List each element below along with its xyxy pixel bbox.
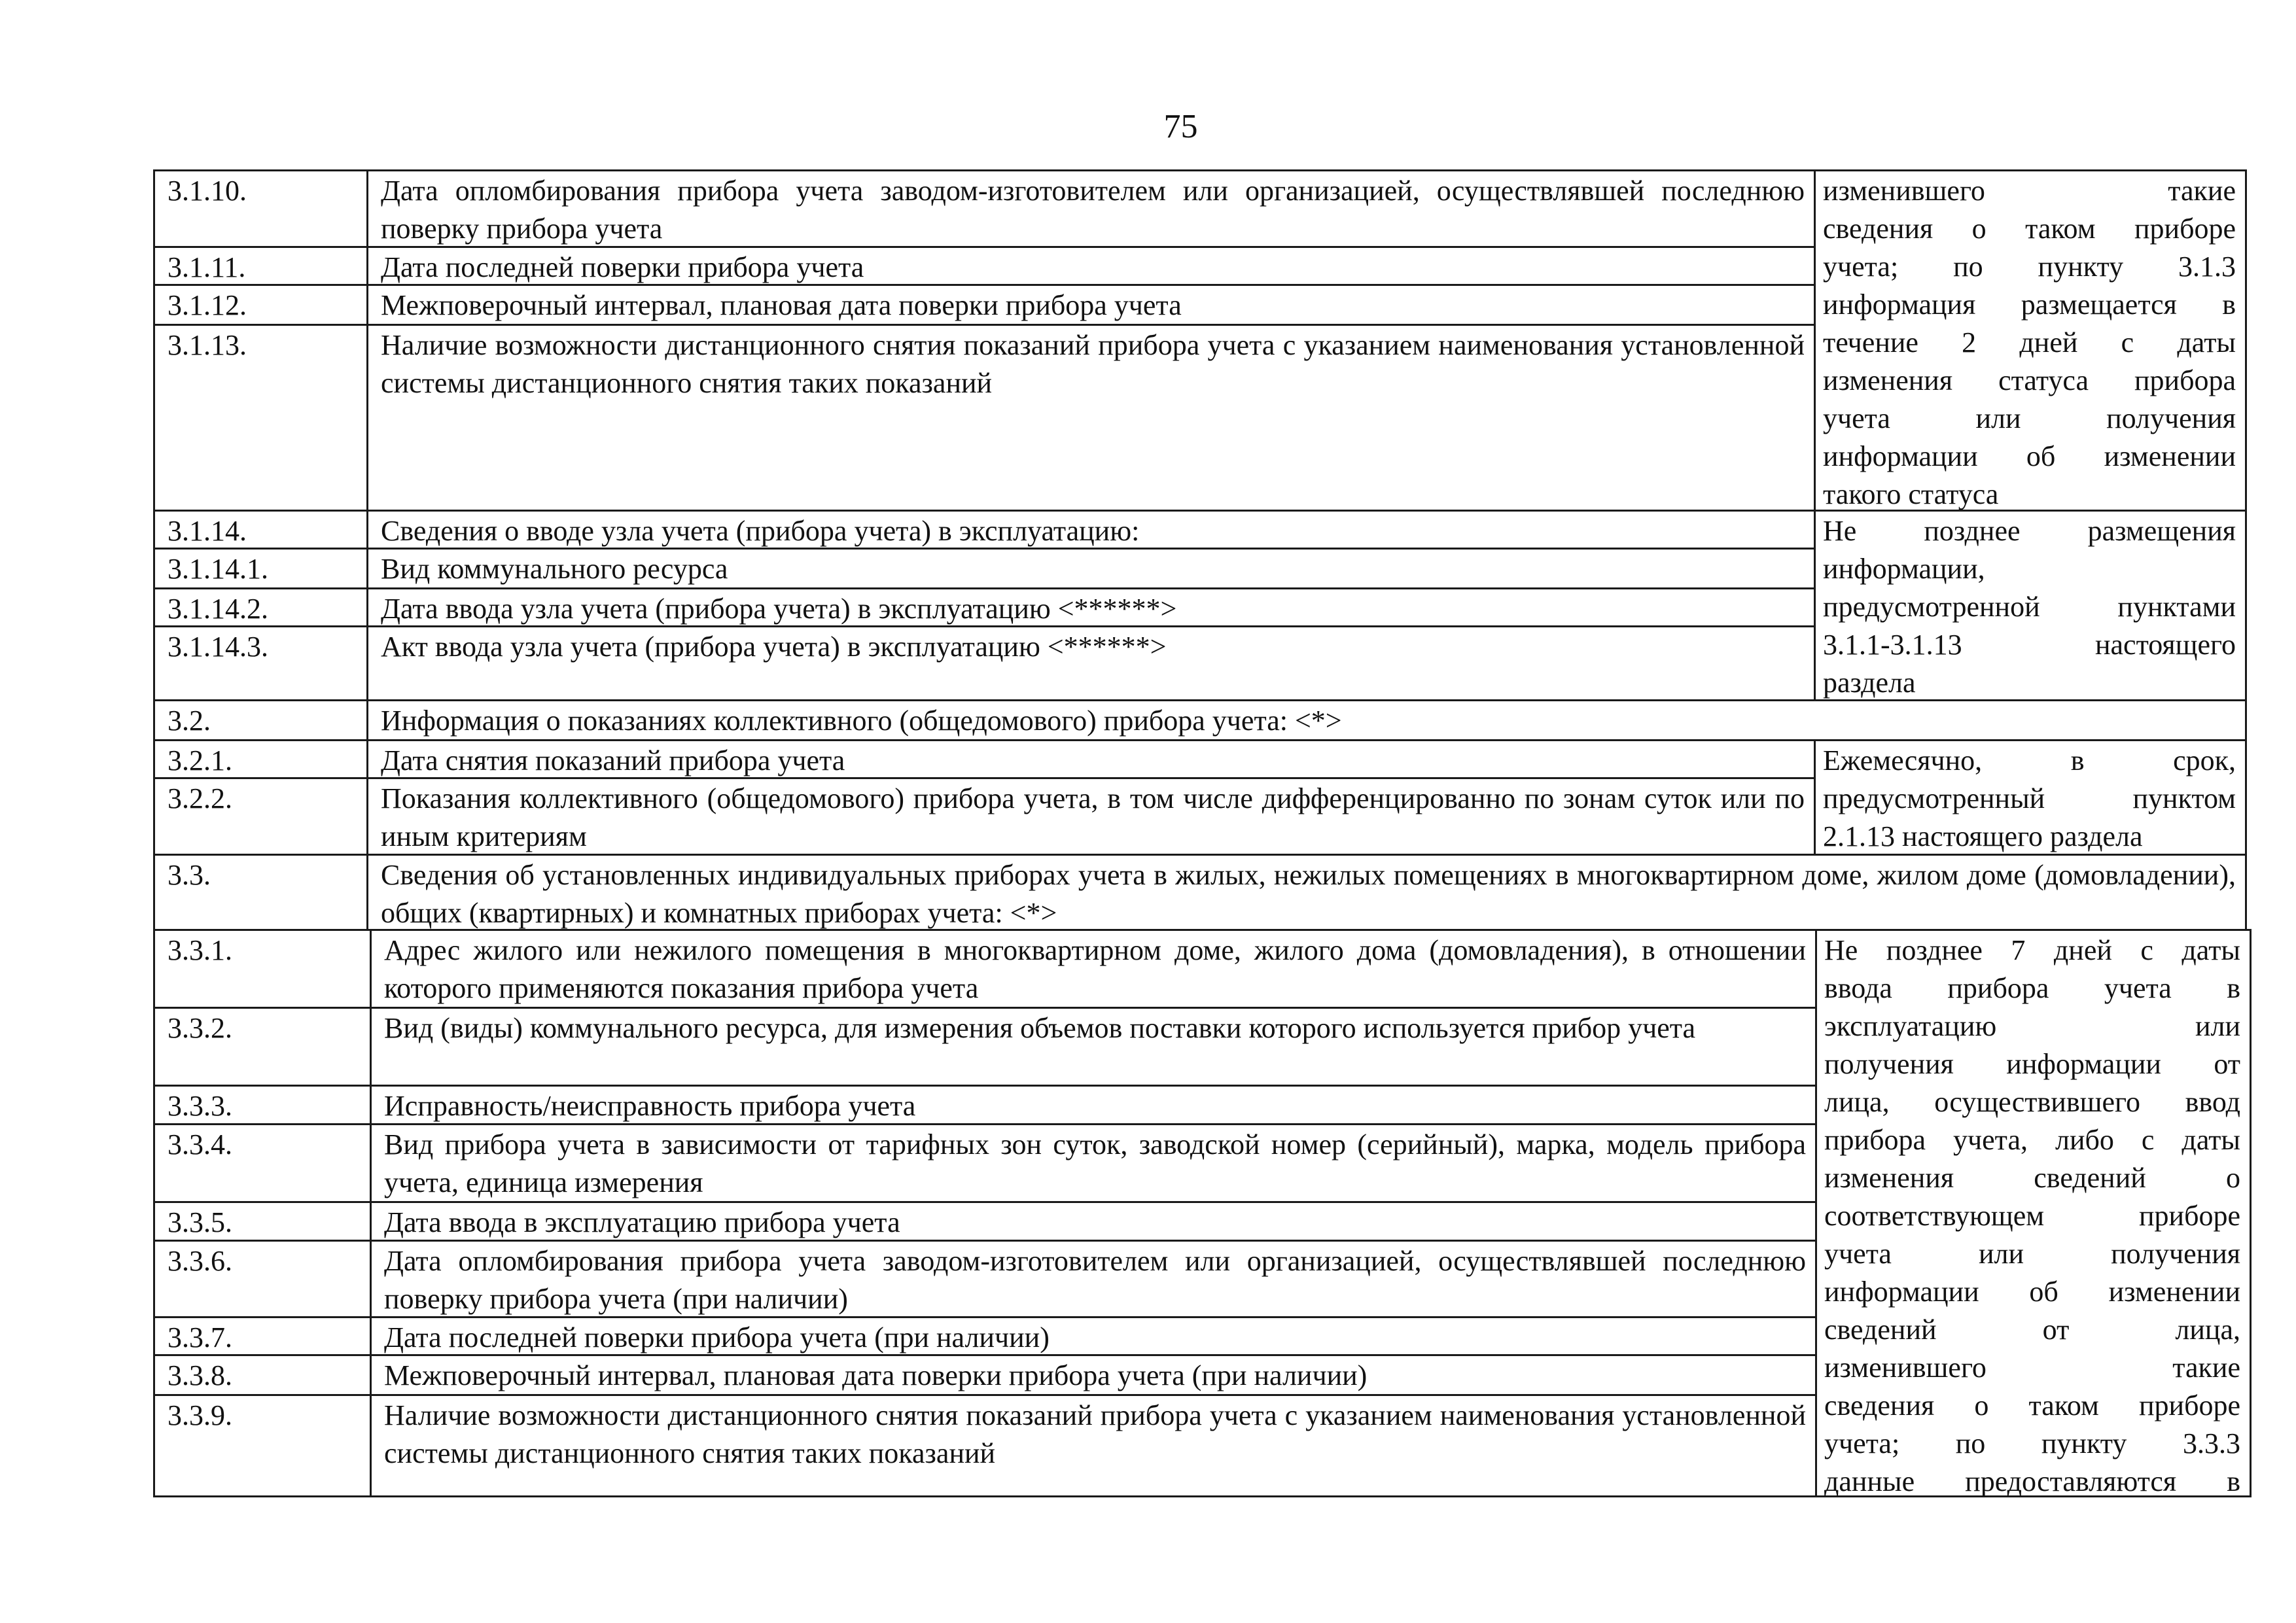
deadline-line: прибора учета, либо с даты — [1824, 1124, 2240, 1156]
table-row-border — [153, 1240, 1817, 1242]
row-number: 3.3.4. — [168, 1128, 232, 1161]
row-number: 3.1.14. — [168, 515, 247, 547]
deadline-cell — [1814, 172, 2245, 510]
deadline-line: информация размещается в — [1823, 288, 2236, 321]
row-text: Сведения об установленных индивидуальных приборах учета в жилых, нежилых помещениях в многоквартирном доме, жилом доме (домовладении), общих (квартирных) и комнатных приборах учета: <*> — [381, 859, 2236, 929]
deadline-line: предусмотренный пунктом — [1823, 782, 2236, 814]
deadline-line: соответствующем приборе — [1824, 1200, 2240, 1232]
table-row-border — [153, 1201, 1817, 1203]
table-row-border — [153, 587, 1816, 589]
row-number: 3.3. — [168, 859, 211, 891]
row-text: Наличие возможности дистанционного снятия показаний прибора учета с указанием наименования установленной системы дистанционного снятия таких показаний — [384, 1399, 1806, 1469]
row-text: Наличие возможности дистанционного снятия показаний прибора учета с указанием наименования установленной системы дистанционного снятия таких показаний — [381, 329, 1805, 399]
table-row-border — [153, 739, 2247, 741]
row-text: Межповерочный интервал, плановая дата поверки прибора учета — [381, 289, 1182, 321]
deadline-line: течение 2 дней с даты — [1823, 326, 2236, 358]
table-row-border — [153, 625, 1816, 627]
row-text: Исправность/неисправность прибора учета — [384, 1090, 916, 1122]
table-border-right — [2245, 169, 2247, 929]
deadline-line: лица, осуществившего ввод — [1824, 1086, 2240, 1118]
row-text: Вид коммунального ресурса — [381, 553, 728, 585]
table-row-border — [153, 699, 2247, 701]
row-text: Показания коллективного (общедомового) прибора учета, в том числе дифференцированно по зонам суток или по иным критериям — [381, 782, 1805, 852]
row-text: Дата опломбирования прибора учета заводом-изготовителем или организацией, осуществлявшей последнюю поверку прибора учета — [381, 175, 1805, 245]
deadline-line: учета; по пункту 3.1.3 — [1823, 251, 2236, 283]
row-text: Акт ввода узла учета (прибора учета) в эксплуатацию <******> — [381, 631, 1167, 663]
table-row-border — [153, 510, 2247, 512]
deadline-line: такого статуса — [1823, 478, 1999, 510]
deadline-line: 2.1.13 настоящего раздела — [1823, 820, 2143, 852]
row-number: 3.1.14.1. — [168, 553, 268, 585]
row-number: 3.3.2. — [168, 1012, 232, 1044]
deadline-line: Не позднее размещения — [1823, 515, 2236, 547]
table-row-border — [153, 1394, 1817, 1396]
table-row-border — [153, 1316, 1817, 1318]
deadline-line: Не позднее 7 дней с даты — [1824, 934, 2240, 966]
row-text: Дата опломбирования прибора учета заводом-изготовителем или организацией, осуществлявшей последнюю поверку прибора учета (при наличии) — [384, 1245, 1806, 1315]
row-number: 3.1.13. — [168, 329, 247, 361]
row-number: 3.1.10. — [168, 175, 247, 207]
deadline-line: информации, — [1823, 553, 1985, 585]
row-text: Межповерочный интервал, плановая дата поверки прибора учета (при наличии) — [384, 1359, 1368, 1391]
row-number: 3.3.1. — [168, 934, 232, 966]
deadline-line: Ежемесячно, в срок, — [1823, 744, 2236, 777]
row-text: Дата снятия показаний прибора учета — [381, 744, 845, 777]
row-number: 3.1.11. — [168, 251, 246, 283]
deadline-line: информации об изменении — [1823, 440, 2236, 472]
row-number: 3.2.1. — [168, 744, 232, 777]
row-number: 3.3.9. — [168, 1399, 232, 1431]
deadline-cell — [1814, 512, 2245, 699]
row-number: 3.3.6. — [168, 1245, 232, 1277]
deadline-line: изменения сведений о — [1824, 1162, 2240, 1194]
row-text: Дата ввода узла учета (прибора учета) в эксплуатацию <******> — [381, 593, 1177, 625]
deadline-line: изменения статуса прибора — [1823, 364, 2236, 396]
deadline-line: предусмотренной пунктами — [1823, 591, 2236, 623]
deadline-line: сведения о таком приборе — [1824, 1389, 2240, 1422]
table-border-right — [2250, 929, 2252, 1495]
deadline-line: сведения о таком приборе — [1823, 213, 2236, 245]
row-text: Дата ввода в эксплуатацию прибора учета — [384, 1206, 900, 1238]
table-row-border — [153, 1354, 1817, 1356]
page-number: 75 — [1163, 108, 1198, 145]
table-row-border — [153, 1085, 1817, 1087]
table-row-border — [153, 324, 1816, 326]
deadline-line: информации об изменении — [1824, 1276, 2240, 1308]
row-number: 3.2. — [168, 705, 211, 737]
row-text: Вид (виды) коммунального ресурса, для измерения объемов поставки которого используется прибор учета — [384, 1012, 1696, 1044]
deadline-line: ввода прибора учета в — [1824, 972, 2240, 1004]
row-text: Дата последней поверки прибора учета (при наличии) — [384, 1321, 1050, 1353]
row-number: 3.3.7. — [168, 1321, 232, 1353]
deadline-line: учета или получения — [1824, 1238, 2240, 1270]
table-row-border — [153, 169, 2247, 171]
row-text: Вид прибора учета в зависимости от тарифных зон суток, заводской номер (серийный), марка, модель прибора учета, единица измерения — [384, 1128, 1806, 1198]
deadline-line: 3.1.1-3.1.13 настоящего — [1823, 629, 2236, 661]
table-row-border — [153, 548, 1816, 550]
row-number: 3.1.14.2. — [168, 593, 268, 625]
table-row-border — [153, 1007, 1817, 1009]
deadline-line: эксплуатацию или — [1824, 1010, 2240, 1042]
table-row-border — [153, 929, 2252, 931]
row-number: 3.3.3. — [168, 1090, 232, 1122]
table-row-border — [153, 777, 1816, 779]
deadline-cell — [1814, 742, 2245, 854]
deadline-line: учета или получения — [1823, 402, 2236, 434]
table-row-border — [153, 1123, 1817, 1125]
row-text: Информация о показаниях коллективного (общедомового) прибора учета: <*> — [381, 705, 1342, 737]
deadline-line: учета; по пункту 3.3.3 — [1824, 1427, 2240, 1459]
table-row-border — [153, 284, 1816, 286]
row-text: Дата последней поверки прибора учета — [381, 251, 864, 283]
row-text: Сведения о вводе узла учета (прибора учета) в эксплуатацию: — [381, 515, 1140, 547]
deadline-line: данные предоставляются в — [1824, 1465, 2240, 1497]
deadline-line: получения информации от — [1824, 1048, 2240, 1080]
row-number: 3.1.14.3. — [168, 631, 268, 663]
row-number: 3.3.5. — [168, 1206, 232, 1238]
row-text: Адрес жилого или нежилого помещения в многоквартирном доме, жилого дома (домовладения), в отношении которого применяются показания прибора учета — [384, 934, 1806, 1004]
table-row-border — [153, 246, 1816, 248]
row-number: 3.2.2. — [168, 782, 232, 814]
row-number: 3.3.8. — [168, 1359, 232, 1391]
deadline-line: изменившего такие — [1823, 175, 2236, 207]
table-row-border — [153, 854, 2247, 856]
deadline-cell — [1815, 932, 2250, 1498]
deadline-line: раздела — [1823, 667, 1916, 699]
deadline-line: изменившего такие — [1824, 1352, 2240, 1384]
row-number: 3.1.12. — [168, 289, 247, 321]
deadline-line: сведений от лица, — [1824, 1314, 2240, 1346]
